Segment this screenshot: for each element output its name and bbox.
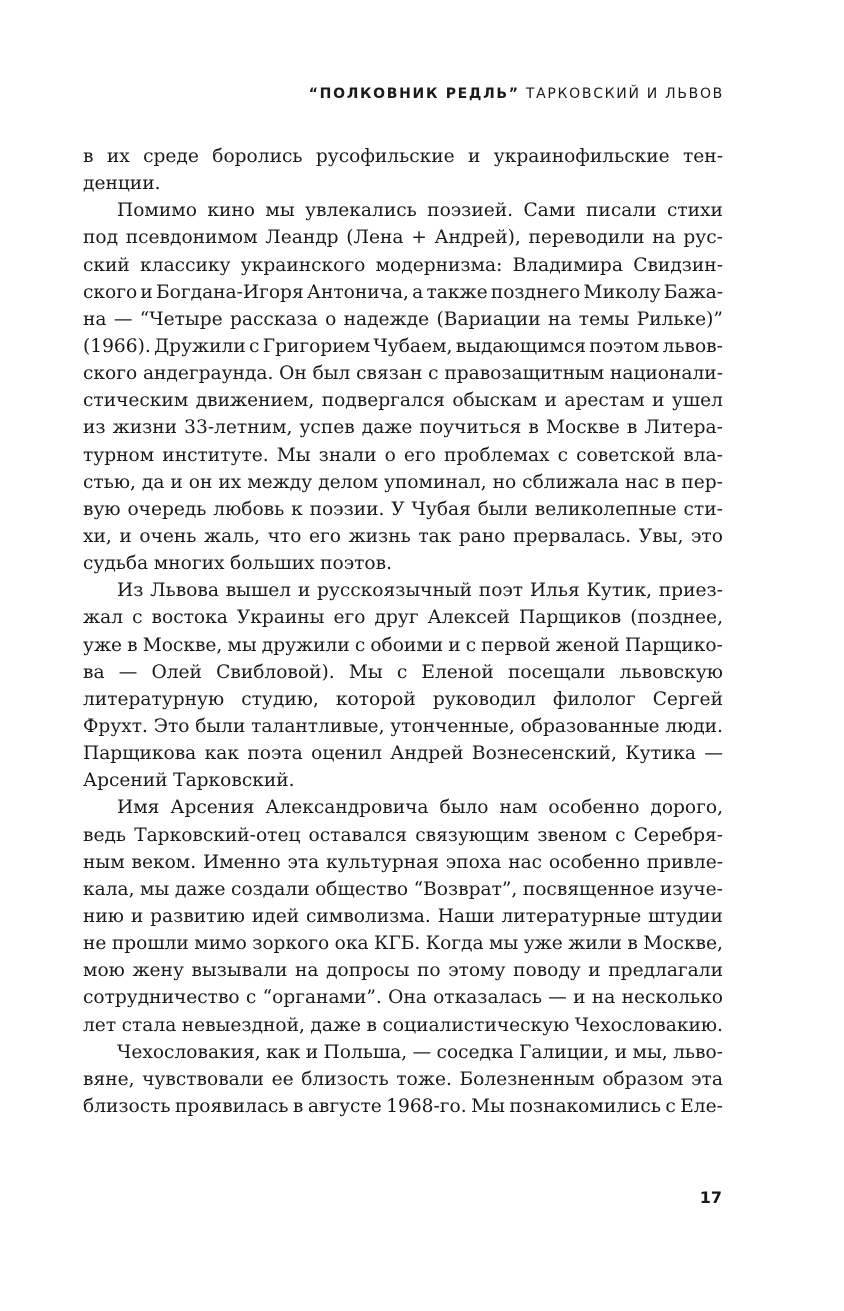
text-line: Чехословакия, как и Польша, — соседка Галиции, и мы, льво-	[117, 1041, 723, 1063]
text-line: вую очередь любовь к поэзии. У Чубая были великолепные сти-	[83, 498, 723, 520]
text-line: турном институте. Мы знали о его проблемах с советской вла-	[83, 444, 723, 466]
text-line: не прошли мимо зоркого ока КГБ. Когда мы уже жили в Москве,	[83, 933, 723, 955]
text-line: Имя Арсения Александровича было нам особенно дорого,	[117, 797, 723, 819]
text-line: стическим движением, подвергался обыскам и арестам и ушел	[83, 390, 723, 412]
text-line: хи, и очень жаль, что его жизнь так рано прервалась. Увы, это	[83, 525, 723, 547]
text-line: ского андеграунда. Он был связан с правозащитным национали-	[83, 363, 723, 385]
text-line: ным веком. Именно эта культурная эпоха нас особенно привле-	[83, 851, 723, 873]
text-line: ского и Богдана-Игоря Антонича, а также позднего Миколу Бажа-	[83, 281, 723, 303]
text-line: близость проявилась в августе 1968-го. Мы познакомились с Еле-	[83, 1095, 723, 1117]
text-line: стью, да и он их между делом упоминал, но сближала нас в пер-	[83, 471, 723, 493]
text-line: в их среде боролись русофильские и украинофильские тен-	[83, 146, 723, 167]
running-head	[309, 86, 724, 102]
text-line: Арсений Тарковский.	[83, 770, 295, 792]
chapter-title: “ПОЛКОВНИК РЕДЛЬ”	[308, 86, 520, 102]
text-line: сотрудничество с “органами”. Она отказалась — и на несколько	[83, 987, 723, 1009]
text-line: под псевдонимом Леандр (Лена + Андрей), переводили на рус-	[83, 227, 723, 249]
text-line: Из Львова вышел и русскоязычный поэт Илья Кутик, приез-	[117, 580, 723, 602]
text-line: на — “Четыре рассказа о надежде (Вариации на темы Рильке)”	[83, 308, 723, 330]
text-line: вяне, чувствовали ее близость тоже. Болезненным образом эта	[83, 1068, 723, 1090]
text-line: из жизни 33-летним, успев даже поучиться в Москве в Литера-	[83, 417, 723, 439]
text-line: литературную студию, которой руководил филолог Сергей	[83, 688, 723, 710]
text-line: мою жену вызывали на допросы по этому поводу и предлагали	[83, 960, 723, 982]
text-line: денции.	[83, 173, 161, 195]
text-line: уже в Москве, мы дружили с обоими и с первой женой Парщико-	[83, 634, 723, 656]
text-line: ский классику украинского модернизма: Владимира Свидзин-	[83, 254, 723, 276]
body-text	[83, 143, 723, 1120]
text-line: судьба многих больших поэтов.	[83, 553, 392, 575]
text-line: лет стала невыездной, даже в социалистическую Чехословакию.	[83, 1014, 723, 1036]
text-line: жал с востока Украины его друг Алексей Парщиков (позднее,	[83, 607, 723, 629]
text-line: Фрухт. Это были талантливые, утонченные, образованные люди.	[83, 715, 723, 737]
text-line: Помимо кино мы увлекались поэзией. Сами писали стихи	[117, 200, 723, 222]
text-line: (1966). Дружили с Григорием Чубаем, выдающимся поэтом львов-	[83, 335, 723, 357]
section-title: ТАРКОВСКИЙ И ЛЬВОВ	[525, 86, 724, 102]
page-number: 17	[699, 1188, 722, 1207]
text-line: ведь Тарковский-отец оставался связующим звеном с Серебря-	[83, 824, 723, 846]
text-line: ва — Олей Свибловой). Мы с Еленой посещали львовскую	[83, 661, 723, 683]
text-line: Парщикова как поэта оценил Андрей Вознесенский, Кутика —	[83, 743, 723, 765]
text-line: нию и развитию идей символизма. Наши литературные штудии	[83, 905, 723, 927]
text-line: кала, мы даже создали общество “Возврат”, посвященное изуче-	[83, 878, 723, 900]
